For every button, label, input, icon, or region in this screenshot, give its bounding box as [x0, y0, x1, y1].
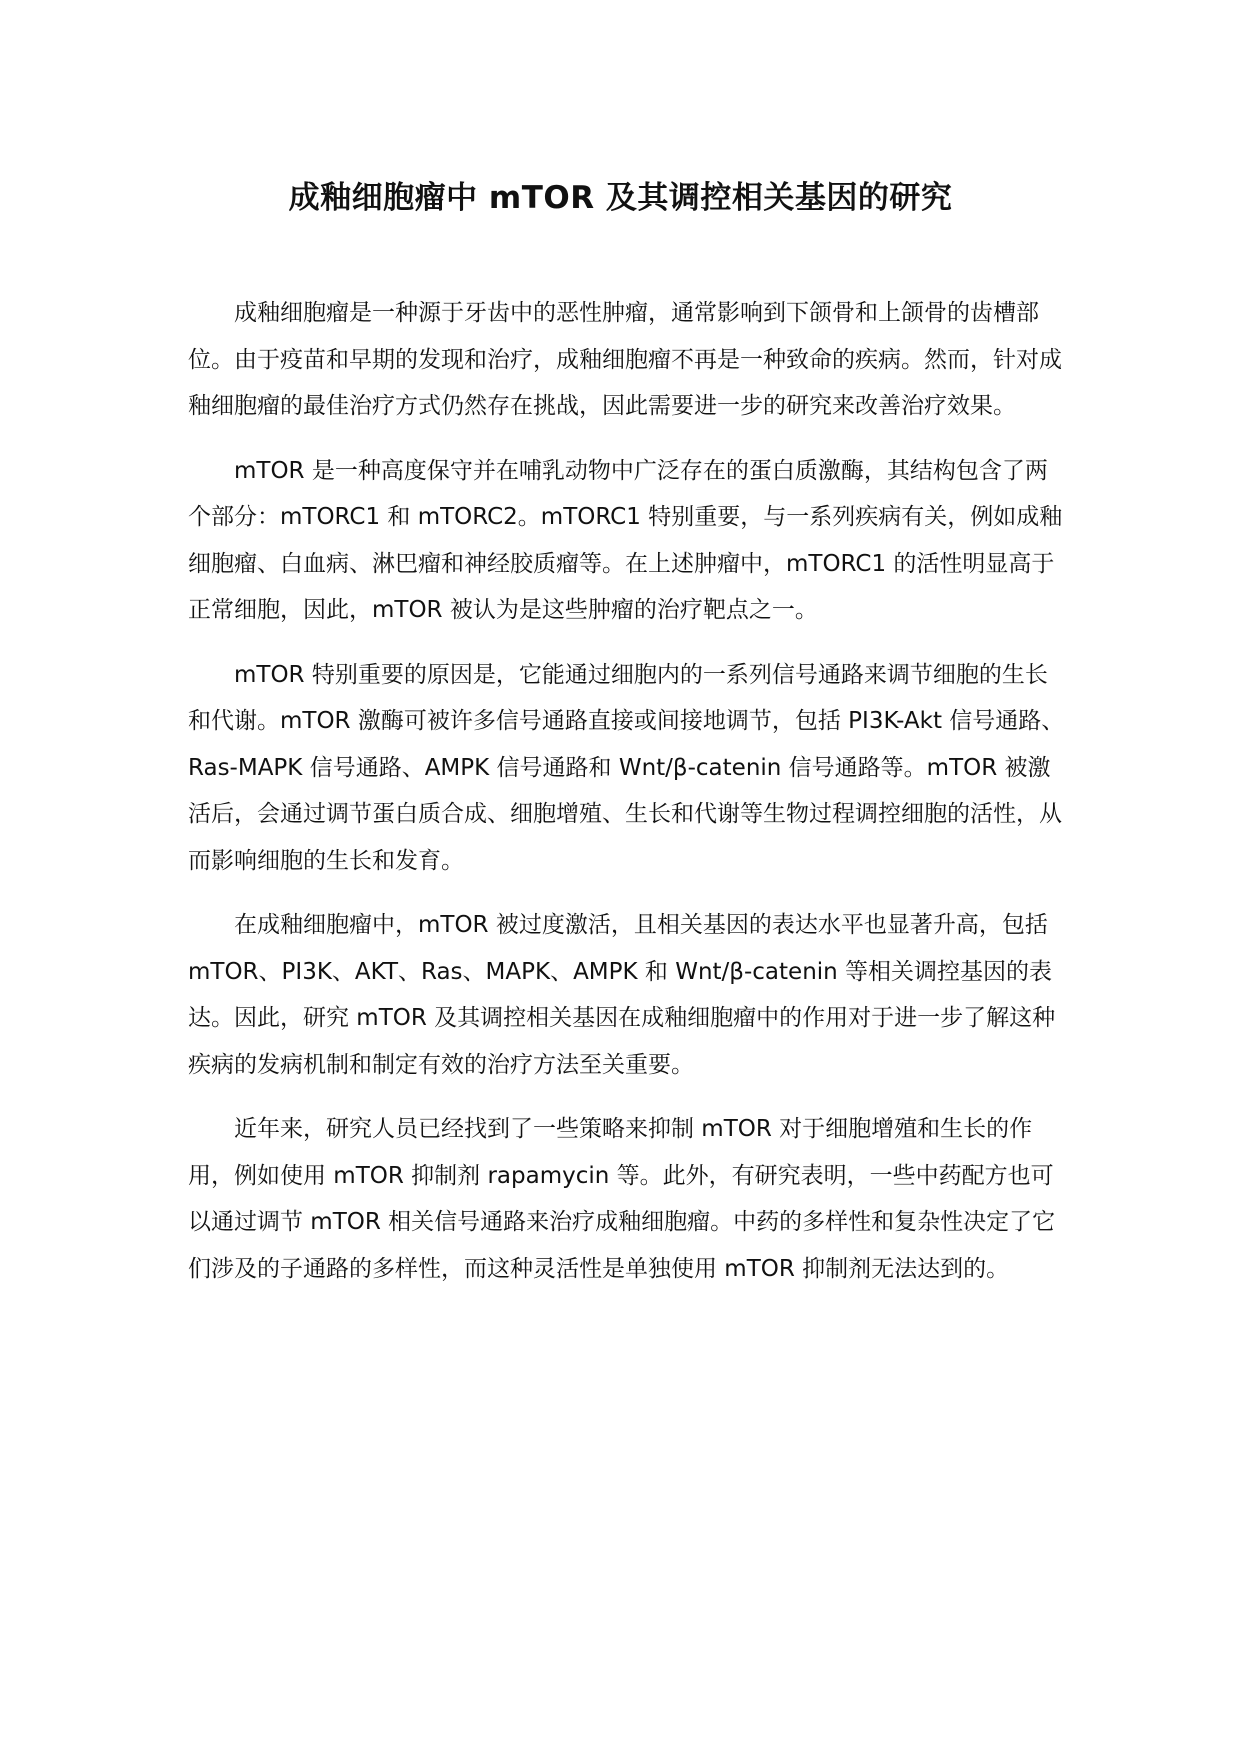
paragraph-gene-expression: 在成釉细胞瘤中，mTOR 被过度激活，且相关基因的表达水平也显著升高，包括 mTOR、PI3K、AKT、Ras、MAPK、AMPK 和 Wnt/β-catenin 等相关调控基因的表达。因此，研究 mTOR 及其调控相关基因在成釉细胞瘤中的作用对于进一步了解这种疾病的发病机制和制定有效的治疗方法至关重要。	[188, 912, 1056, 1078]
paragraph-mtor-structure: mTOR 是一种高度保守并在哺乳动物中广泛存在的蛋白质激酶，其结构包含了两个部分：mTORC1 和 mTORC2。mTORC1 特别重要，与一系列疾病有关，例如成釉细胞瘤、白血病、淋巴瘤和神经胶质瘤等。在上述肿瘤中，mTORC1 的活性明显高于正常细胞，因此，mTOR 被认为是这些肿瘤的治疗靶点之一。	[188, 457, 1063, 623]
paragraph-signaling-pathways: mTOR 特别重要的原因是，它能通过细胞内的一系列信号通路来调节细胞的生长和代谢。mTOR 激酶可被许多信号通路直接或间接地调节，包括 PI3K-Akt 信号通路、Ras-MAPK 信号通路、AMPK 信号通路和 Wnt/β-catenin 信号通路等。mTOR 被激活后，会通过调节蛋白质合成、细胞增殖、生长和代谢等生物过程调控细胞的活性，从而影响细胞的生长和发育。	[188, 661, 1065, 874]
document-title: 成釉细胞瘤中 mTOR 及其调控相关基因的研究	[288, 180, 953, 216]
paragraph-intro: 成釉细胞瘤是一种源于牙齿中的恶性肿瘤，通常影响到下颌骨和上颌骨的齿槽部位。由于疫苗和早期的发现和治疗，成釉细胞瘤不再是一种致命的疾病。然而，针对成釉细胞瘤的最佳治疗方式仍然存在挑战，因此需要进一步的研究来改善治疗效果。	[188, 300, 1062, 419]
paragraph-treatment-strategies: 近年来，研究人员已经找到了一些策略来抑制 mTOR 对于细胞增殖和生长的作用，例如使用 mTOR 抑制剂 rapamycin 等。此外，有研究表明，一些中药配方也可以通过调节 mTOR 相关信号通路来治疗成釉细胞瘤。中药的多样性和复杂性决定了它们涉及的子通路的多样性，而这种灵活性是单独使用 mTOR 抑制剂无法达到的。	[188, 1116, 1056, 1282]
document-body	[188, 290, 1068, 1310]
